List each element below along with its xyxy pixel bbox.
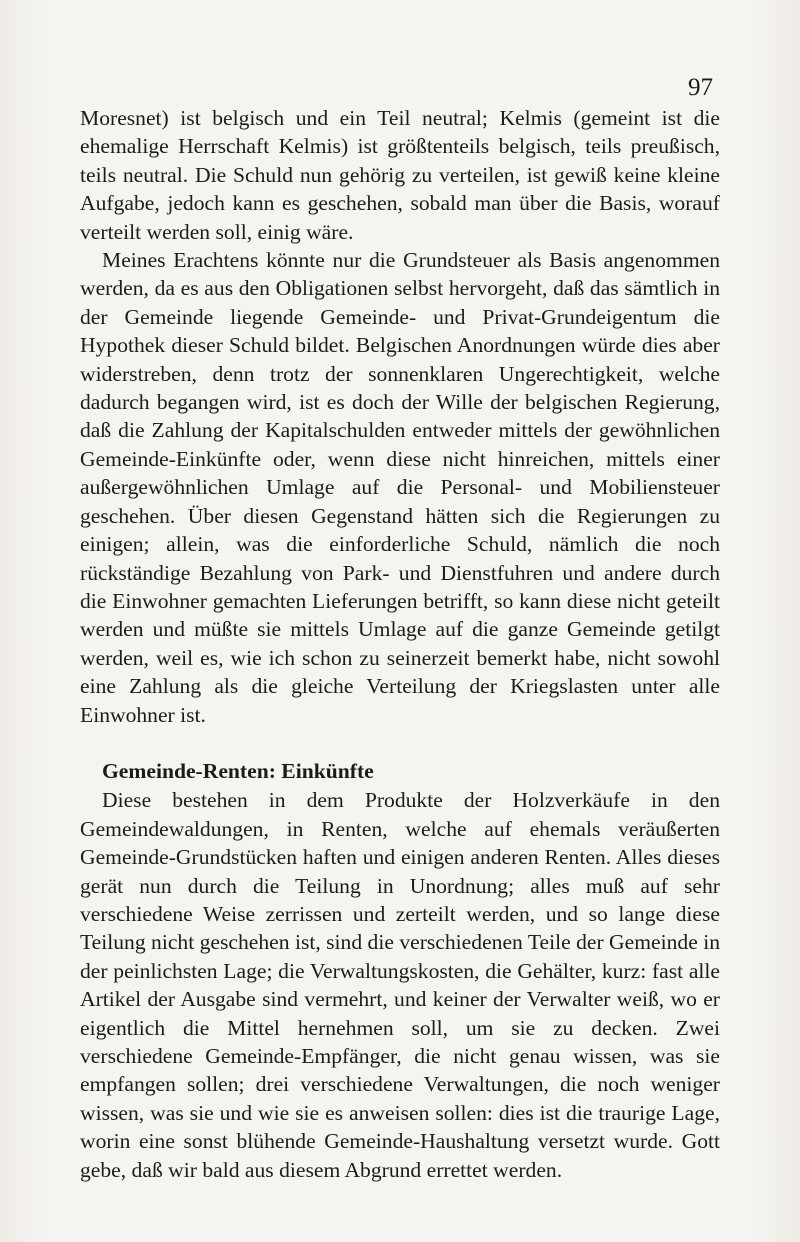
page-body [80, 104, 720, 1184]
paragraph-continuation: Moresnet) ist belgisch und ein Teil neutral; Kelmis (gemeint ist die ehemalige Herrschaft Kelmis) ist größtenteils belgisch, teils preußisch, teils neutral. Die Schuld nun gehörig zu verteilen, ist gewiß keine kleine Aufgabe, jedoch kann es geschehen, sobald man über die Basis, worauf verteilt werden soll, einig wäre. [80, 106, 720, 244]
paragraph-grundsteuer: Meines Erachtens könnte nur die Grundsteuer als Basis angenommen werden, da es aus den Obligationen selbst hervorgeht, daß das sämtlich in der Gemeinde liegende Gemeinde- und Privat-Grundeigentum die Hypothek dieser Schuld bildet. Belgischen Anordnungen würde dies aber widerstreben, denn trotz der sonnenklaren Ungerechtigkeit, welche dadurch begangen wird, ist es doch der Wille der belgischen Regierung, daß die Zahlung der Kapitalschulden entweder mittels der gewöhnlichen Gemeinde-Einkünfte oder, wenn diese nicht hinreichen, mittels einer außergewöhnlichen Umlage auf die Personal- und Mobiliensteuer geschehen. Über diesen Gegenstand hätten sich die Regierungen zu einigen; allein, was die einforderliche Schuld, nämlich die noch rückständige Bezahlung von Park- und Dienstfuhren und andere durch die Einwohner gemachten Lieferungen betrifft, so kann diese nicht geteilt werden und müßte sie mittels Umlage auf die ganze Gemeinde getilgt werden, weil es, wie ich schon zu seinerzeit bemerkt habe, nicht sowohl eine Zahlung als die gleiche Verteilung der Kriegslasten unter alle Einwohner ist. [80, 248, 720, 727]
page-number: 97 [688, 74, 713, 101]
paragraph-gemeinde-renten: Diese bestehen in dem Produkte der Holzverkäufe in den Gemeindewaldungen, in Renten, welche auf ehemals veräußerten Gemeinde-Grundstücken haften und einigen anderen Renten. Alles dieses gerät nun durch die Teilung in Unordnung; alles muß auf sehr verschiedene Weise zerrissen und zerteilt werden, und so lange diese Teilung nicht geschehen ist, sind die verschiedenen Teile der Gemeinde in der peinlichsten Lage; die Verwaltungskosten, die Gehälter, kurz: fast alle Artikel der Ausgabe sind vermehrt, und keiner der Verwalter weiß, wo er eigentlich die Mittel hernehmen soll, um sie zu decken. Zwei verschiedene Gemeinde-Empfänger, die nicht genau wissen, was sie empfangen sollen; drei verschiedene Verwaltungen, die noch weniger wissen, was sie und wie sie es anweisen sollen: dies ist die traurige Lage, worin eine sonst blühende Gemeinde-Haushaltung versetzt wurde. Gott gebe, daß wir bald aus diesem Abgrund errettet werden. [80, 788, 720, 1182]
section-heading: Gemeinde-Renten: Einkünfte [102, 758, 374, 783]
